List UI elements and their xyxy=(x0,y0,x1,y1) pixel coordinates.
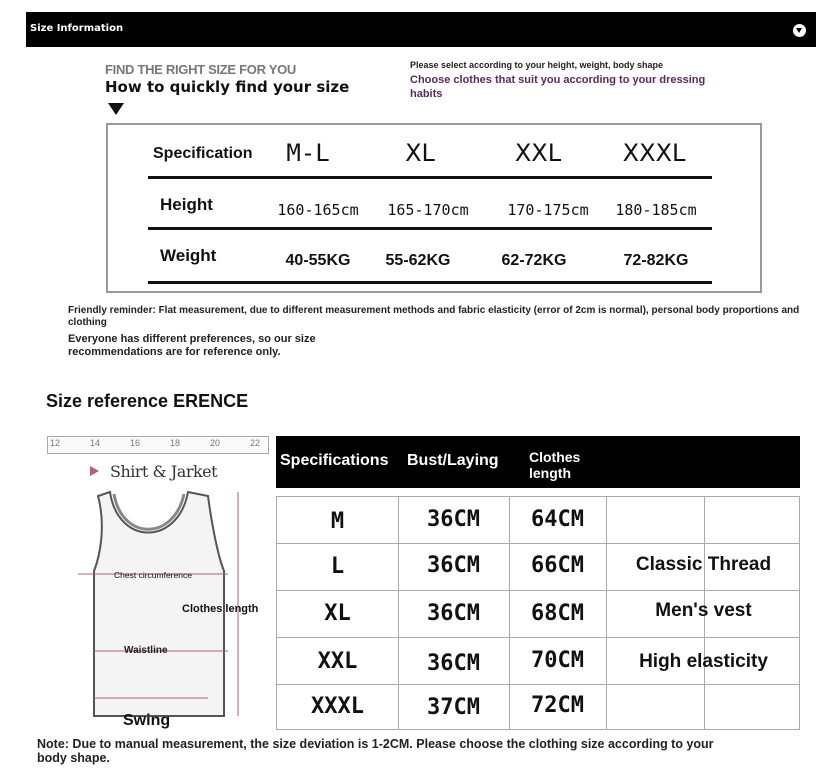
feature-high-elasticity: High elasticity xyxy=(639,651,768,672)
bust-cell: 37CM xyxy=(427,695,480,720)
feature-classic-thread: Classic Thread xyxy=(635,554,772,575)
weight-xxxl: 72-82KG xyxy=(623,252,689,269)
size-xxxl: XXXL xyxy=(622,139,686,167)
ruler-tick: 22 xyxy=(250,438,261,448)
divider xyxy=(148,176,712,179)
size-cell: XXL xyxy=(317,649,358,674)
size-table xyxy=(106,123,762,293)
length-cell: 66CM xyxy=(531,553,584,578)
weight-ml: 40-55KG xyxy=(285,252,351,269)
chevron-down-icon[interactable] xyxy=(793,24,806,37)
ruler xyxy=(47,436,269,454)
size-cell: XL xyxy=(324,601,351,626)
ruler-tick: 16 xyxy=(130,438,141,448)
size-info-title: Size Information xyxy=(30,23,124,34)
swing-label: Swing xyxy=(123,712,171,729)
size-reference-title: Size reference ERENCE xyxy=(46,391,249,411)
height-ml: 160-165cm xyxy=(277,201,359,219)
size-cell: XXXL xyxy=(311,694,364,719)
bust-cell: 36CM xyxy=(427,651,480,676)
friendly-reminder: Friendly reminder: Flat measurement, due to different measurement methods and fabric elasticity (error of 2cm is normal), personal body proportions and clothing xyxy=(68,305,800,328)
length-cell: 64CM xyxy=(531,507,584,532)
bust-header: Bust/Laying xyxy=(407,452,499,469)
waist-label: Waistline xyxy=(124,645,168,656)
size-cell: L xyxy=(330,554,345,579)
play-arrow-icon xyxy=(90,466,99,476)
size-info-bar[interactable] xyxy=(26,12,816,47)
shirt-label: Shirt & Jarket xyxy=(110,462,218,481)
bust-cell: 36CM xyxy=(427,507,480,532)
preference-note: Everyone has different preferences, so our size recommendations are for reference only. xyxy=(68,333,316,358)
height-xl: 165-170cm xyxy=(387,201,469,219)
length-header: Clothes length xyxy=(529,449,581,481)
ruler-tick: 12 xyxy=(50,438,61,448)
how-to-find-title: How to quickly find your size xyxy=(105,78,350,96)
size-ml: M-L xyxy=(286,139,330,167)
row-divider xyxy=(277,543,799,544)
size-cell: M xyxy=(330,509,345,534)
length-cell: 68CM xyxy=(531,601,584,626)
size-xxl: XXL xyxy=(514,139,562,167)
find-size-title: FIND THE RIGHT SIZE FOR YOU xyxy=(105,62,297,77)
length-cell: 70CM xyxy=(531,648,584,673)
ruler-tick: 18 xyxy=(170,438,181,448)
size-xl: XL xyxy=(405,139,435,167)
length-cell: 72CM xyxy=(531,693,584,718)
row-divider xyxy=(277,684,799,685)
ruler-tick: 14 xyxy=(90,438,101,448)
spec-label: Specification xyxy=(153,145,253,162)
ruler-tick: 20 xyxy=(210,438,221,448)
chest-label: Chest circumference xyxy=(114,570,192,580)
weight-xl: 55-62KG xyxy=(385,252,451,269)
reference-table-header xyxy=(276,436,800,488)
bust-cell: 36CM xyxy=(427,601,480,626)
row-divider xyxy=(277,590,799,591)
measurement-note: Note: Due to manual measurement, the size deviation is 1-2CM. Please choose the clothing size according to your body shape. xyxy=(37,737,714,765)
weight-label: Weight xyxy=(160,246,217,265)
reference-table xyxy=(276,496,800,730)
row-divider xyxy=(277,637,799,638)
choose-note: Choose clothes that suit you according to your dressing habits xyxy=(410,74,706,100)
height-xxl: 170-175cm xyxy=(507,201,589,219)
bust-cell: 36CM xyxy=(427,553,480,578)
weight-xxl: 62-72KG xyxy=(501,252,567,269)
divider xyxy=(148,281,712,284)
divider xyxy=(148,227,712,230)
height-xxxl: 180-185cm xyxy=(615,201,697,219)
length-label: Clothes length xyxy=(182,603,259,615)
feature-mens-vest: Men's vest xyxy=(655,600,752,621)
triangle-down-icon xyxy=(108,103,124,115)
height-label: Height xyxy=(160,195,213,214)
spec-header: Specifications xyxy=(280,452,389,469)
select-note: Please select according to your height, weight, body shape xyxy=(410,60,664,70)
